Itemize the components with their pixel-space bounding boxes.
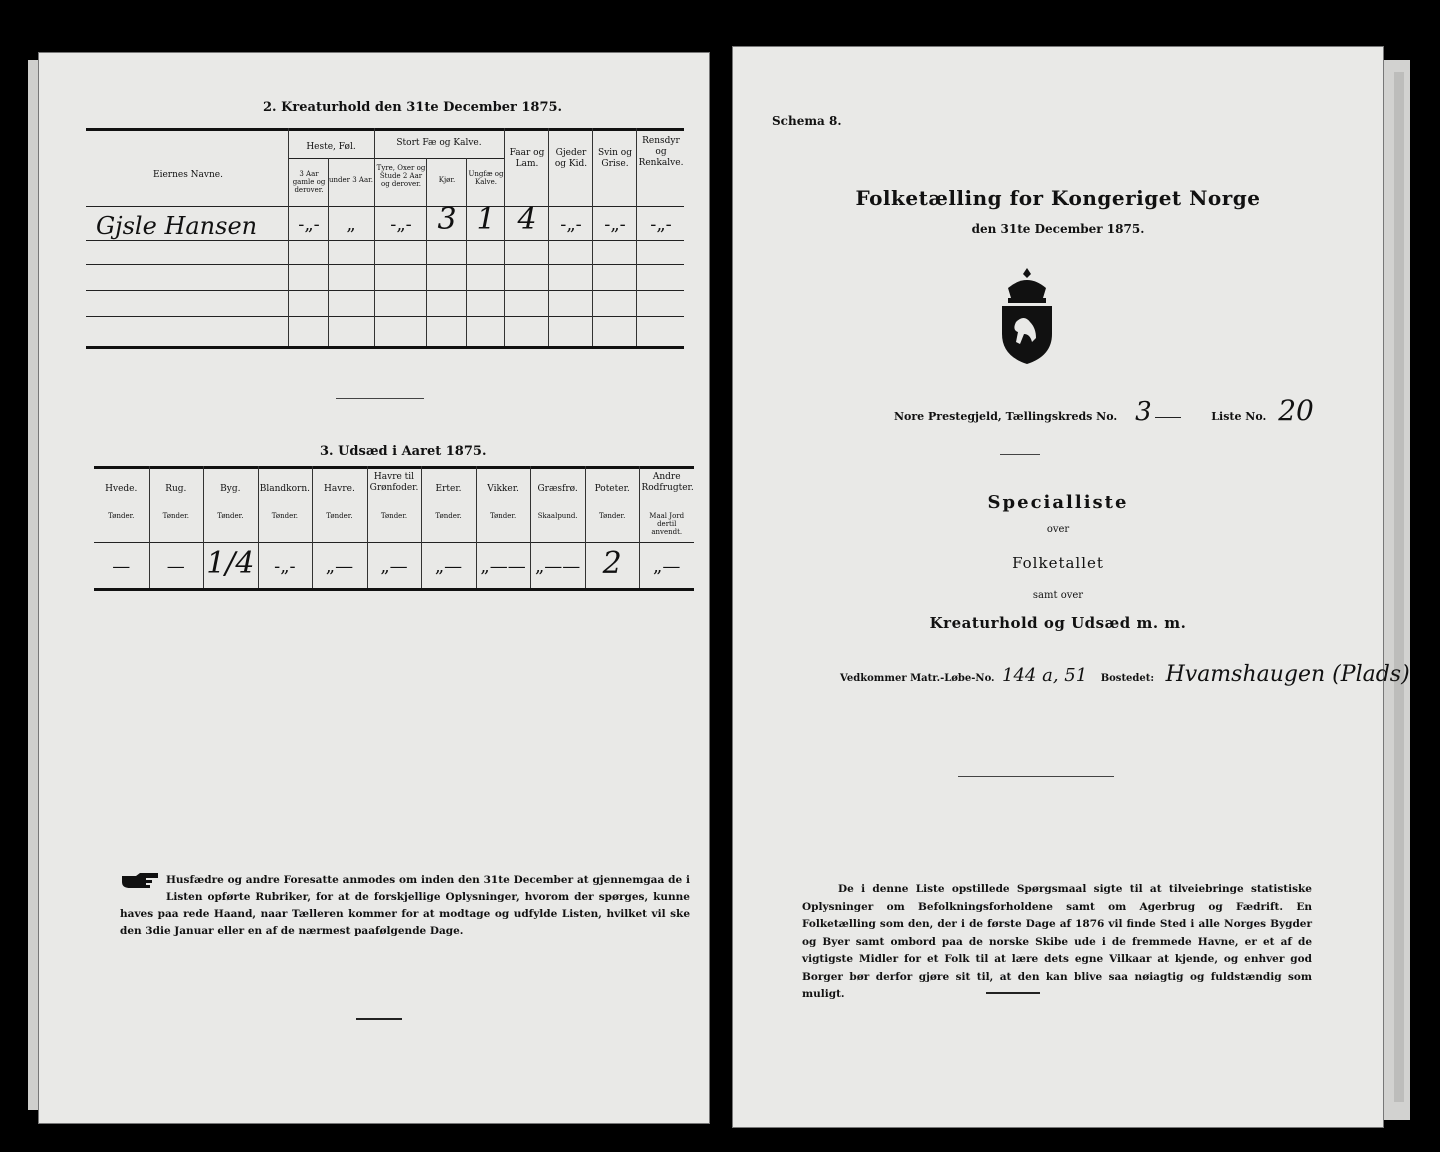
udsaed-unit: Tønder. [326, 512, 353, 520]
specialliste-title: Specialliste [987, 492, 1129, 513]
separator-rule [958, 776, 1114, 777]
information-notice: De i denne Liste opstillede Spørgsmaal sigte til at tilveiebringe statistiske Oplysninger om Befolkningsforholdene samt om Agerbrug og Fædrift. En Folketælling som den, der i de første Dage af 1876 vil finde Sted i alle Norges Bygder og Byer samt ombord paa de norske Skibe ude i de fremmede Havne, er et af de vigtigste Midler for et Folk til at lære dets egne Vilkaar at kjende, og enhver god Borger bør derfor gjøre sit til, at den kan blive saa nøiagtig og fuldstændig som muligt. [802, 883, 1312, 1000]
udsaed-unit: Tønder. [380, 512, 408, 520]
matr-value: 144 a, 51 [1002, 665, 1088, 686]
coat-of-arms-icon [994, 266, 1060, 366]
header-reindeer: Rensdyr og Renkalve. [638, 136, 684, 168]
cell-cows: 3 [437, 202, 457, 237]
cell-pigs: -„- [604, 214, 626, 235]
list-label: Liste No. [1211, 410, 1267, 423]
udsaed-header: Rug. [165, 484, 187, 494]
list-value: 20 [1278, 394, 1314, 427]
udsaed-unit: Maal Jord dertil anvendt. [649, 512, 685, 536]
table-col-rule [548, 128, 549, 346]
header-horses-old: 3 Aar gamle og derover. [292, 170, 326, 194]
udsaed-unit: Tønder. [108, 512, 135, 520]
table-rule [86, 206, 684, 207]
cell-bulls: -„- [390, 214, 412, 235]
table-col-rule [592, 128, 593, 346]
table-col-rule [374, 128, 375, 346]
table-col-rule [466, 158, 467, 346]
udsaed-header: Andre Rodfrugter. [641, 472, 694, 493]
table-col-rule [636, 128, 637, 346]
udsaed-cell: „—— [534, 556, 581, 577]
right-page [732, 46, 1410, 1128]
district-value: 3 [1135, 397, 1152, 427]
table-rule [86, 290, 684, 291]
over-label: over [1046, 524, 1070, 535]
udsaed-header: Græsfrø. [537, 484, 578, 494]
udsaed-cell: „—— [480, 556, 526, 577]
header-owner: Eiernes Navne. [153, 170, 223, 180]
table-rule [94, 542, 694, 543]
owner-name: Gjsle Hansen [96, 212, 258, 240]
udsaed-unit: Skaalpund. [537, 512, 578, 520]
udsaed-header: Hvede. [105, 484, 138, 494]
udsaed-header: Blandkorn. [259, 484, 311, 494]
table-rule [94, 466, 694, 469]
table-rule [86, 346, 684, 349]
table-col-rule [426, 158, 427, 346]
udsaed-unit: Tønder. [489, 512, 517, 520]
dash-rule [1155, 417, 1181, 418]
table-rule [94, 588, 694, 591]
bosted-label: Bostedet: [1100, 673, 1155, 684]
udsaed-header: Erter. [435, 484, 462, 494]
table-rule [86, 240, 684, 241]
schema-label: Schema 8. [772, 114, 842, 128]
udsaed-unit: Tønder. [435, 512, 462, 520]
udsaed-cell: „— [325, 556, 354, 577]
header-goats: Gjeder og Kid. [554, 148, 588, 169]
table-rule [86, 316, 684, 317]
separator-rule [356, 1018, 402, 1020]
header-pigs: Svin og Grise. [598, 148, 632, 169]
udsaed-cell: „— [380, 556, 408, 577]
udsaed-header: Havre til Grønfoder. [369, 472, 419, 493]
udsaed-header: Vikker. [487, 484, 519, 494]
matr-label: Vedkommer Matr.-Løbe-No. [840, 673, 995, 684]
separator-rule [986, 992, 1040, 994]
header-sheep: Faar og Lam. [509, 148, 545, 169]
udsaed-header: Poteter. [594, 484, 630, 494]
table-col-rule [504, 128, 505, 346]
udsaed-unit: Tønder. [162, 512, 189, 520]
document-subtitle: den 31te December 1875. [971, 222, 1145, 236]
table-col-rule [328, 158, 329, 346]
separator-rule [336, 398, 424, 399]
cell-goats: -„- [560, 214, 582, 235]
table-rule [288, 158, 504, 159]
header-cattle: Stort Fæ og Kalve. [396, 138, 482, 148]
parish-label: Nore Prestegjeld, [894, 410, 1002, 423]
separator-rule [1000, 454, 1040, 455]
udsaed-cell: — [112, 556, 131, 577]
udsaed-unit: Tønder. [599, 512, 626, 520]
document-title: Folketælling for Kongeriget Norge [855, 186, 1261, 210]
section2-title: 2. Kreaturhold den 31te December 1875. [263, 100, 563, 115]
udsaed-cell: „— [434, 556, 463, 577]
cell-horses-young: „ [346, 214, 356, 235]
pointing-hand-icon [120, 870, 160, 890]
header-bulls: Tyre, Oxer og Stude 2 Aar og derover. [376, 164, 426, 188]
cell-reindeer: -„- [650, 214, 672, 235]
udsaed-cell: — [166, 556, 185, 577]
udsaed-unit: Tønder. [217, 512, 244, 520]
left-page [38, 52, 710, 1124]
underlying-page-edge [1394, 72, 1404, 1102]
header-young-cattle: Ungfæ og Kalve. [468, 170, 504, 186]
cell-horses-old: -„- [298, 214, 320, 235]
matr-line [840, 662, 1410, 687]
header-horses-young: under 3 Aar. [329, 176, 373, 184]
table-rule [86, 264, 684, 265]
udsaed-header: Havre. [324, 484, 355, 494]
cell-sheep: 4 [517, 202, 537, 237]
table-rule [86, 128, 684, 131]
udsaed-unit: Tønder. [271, 512, 299, 520]
header-horses: Heste, Føl. [306, 142, 356, 152]
district-line [894, 394, 1314, 427]
instruction-notice [120, 872, 690, 940]
district-label: Tællingskreds No. [1005, 410, 1118, 423]
table-col-rule [288, 128, 289, 346]
udsaed-header: Byg. [220, 484, 241, 494]
samt-over-label: samt over [1032, 590, 1084, 601]
folketallet-label: Folketallet [1012, 554, 1104, 572]
kreaturhold-title: Kreaturhold og Udsæd m. m. [929, 614, 1187, 632]
udsaed-cell: 1/4 [206, 546, 255, 581]
section3-title: 3. Udsæd i Aaret 1875. [320, 444, 487, 459]
header-cows: Kjør. [438, 176, 456, 184]
udsaed-cell: -„- [274, 556, 296, 577]
cell-young-cattle: 1 [476, 202, 496, 237]
udsaed-cell: „— [653, 556, 681, 577]
udsaed-cell: 2 [602, 546, 622, 581]
notice-text: Husfædre og andre Foresatte anmodes om inden den 31te December at gjennemgaa de i Listen opførte Rubriker, for at de forskjellige Oplysninger, hvorom der spørges, kunne haves paa rede Haand, naar Tælleren kommer for at modtage og udfylde Listen, hvilket vil ske den 3die Januar eller en af de nærmest paafølgende Dage. [120, 874, 690, 937]
bosted-value: Hvamshaugen (Plads) [1165, 662, 1410, 687]
